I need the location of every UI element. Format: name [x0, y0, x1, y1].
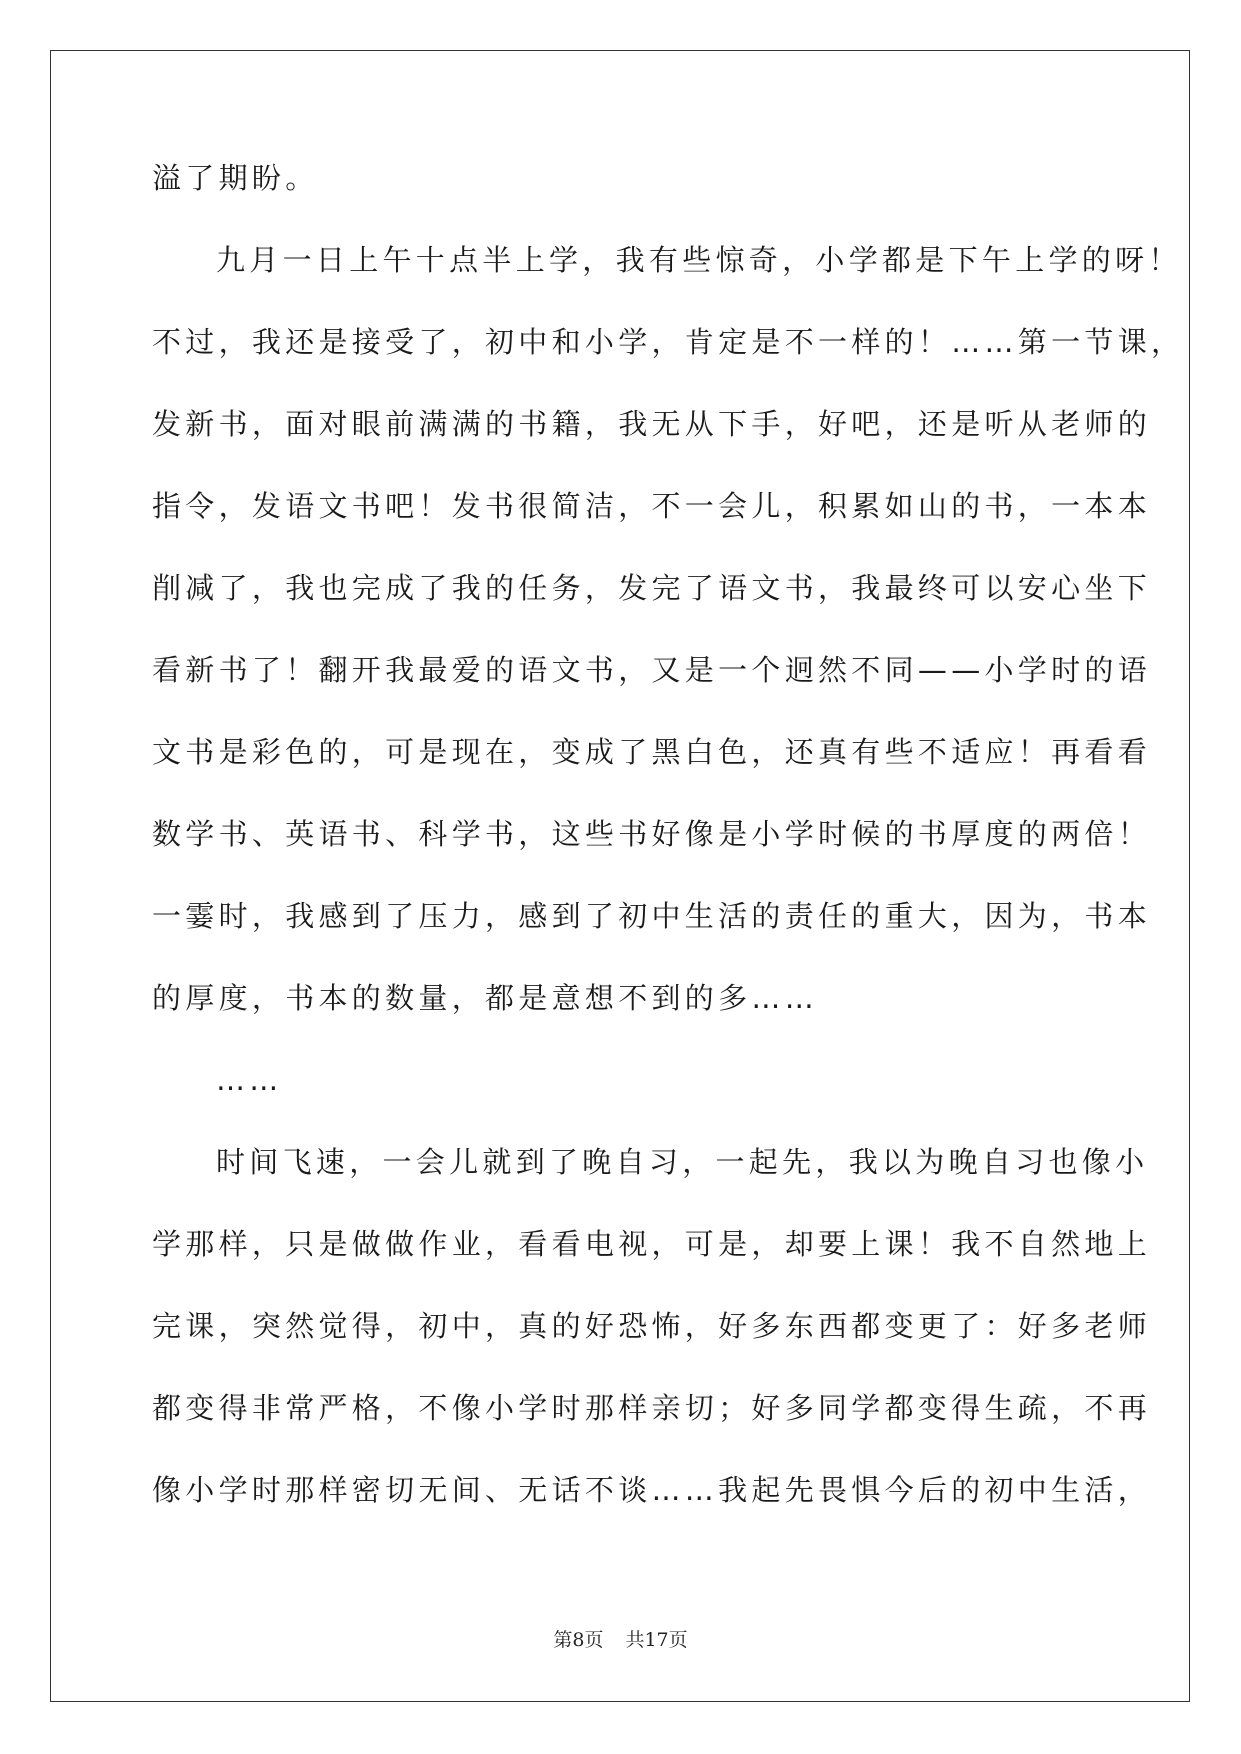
page-number: 第8页	[553, 1629, 604, 1651]
page-total: 共17页	[625, 1629, 688, 1651]
text-line-15: 完课，突然觉得，初中，真的好恐怖，好多东西都变更了：好多老师	[152, 1309, 1152, 1343]
text-line-8: 文书是彩色的，可是现在，变成了黑白色，还真有些不适应！再看看	[152, 735, 1152, 769]
text-line-16: 都变得非常严格，不像小学时那样亲切；好多同学都变得生疏，不再	[152, 1391, 1152, 1425]
text-line-12: ……	[216, 1063, 283, 1097]
page-footer	[0, 1625, 1241, 1652]
text-line-14: 学那样，只是做做作业，看看电视，可是，却要上课！我不自然地上	[152, 1227, 1152, 1261]
text-line-1: 溢了期盼。	[152, 161, 319, 195]
text-line-4: 发新书，面对眼前满满的书籍，我无从下手，好吧，还是听从老师的	[152, 407, 1152, 441]
text-line-7: 看新书了！翻开我最爱的语文书，又是一个迥然不同——小学时的语	[152, 653, 1152, 687]
text-line-17: 像小学时那样密切无间、无话不谈……我起先畏惧今后的初中生活，	[152, 1473, 1152, 1507]
document-body	[152, 160, 1185, 1554]
text-line-2: 九月一日上午十点半上学，我有些惊奇，小学都是下午上学的呀！	[216, 243, 1182, 277]
text-line-11: 的厚度，书本的数量，都是意想不到的多……	[152, 981, 819, 1015]
text-line-3: 不过，我还是接受了，初中和小学，肯定是不一样的！……第一节课，	[152, 325, 1185, 359]
text-line-6: 削减了，我也完成了我的任务，发完了语文书，我最终可以安心坐下	[152, 571, 1152, 605]
text-line-9: 数学书、英语书、科学书，这些书好像是小学时候的书厚度的两倍！	[152, 817, 1152, 851]
text-line-13: 时间飞速，一会儿就到了晚自习，一起先，我以为晚自习也像小	[216, 1145, 1149, 1179]
text-line-10: 一霎时，我感到了压力，感到了初中生活的责任的重大，因为，书本	[152, 899, 1152, 933]
text-line-5: 指令，发语文书吧！发书很简洁，不一会儿，积累如山的书，一本本	[152, 489, 1152, 523]
